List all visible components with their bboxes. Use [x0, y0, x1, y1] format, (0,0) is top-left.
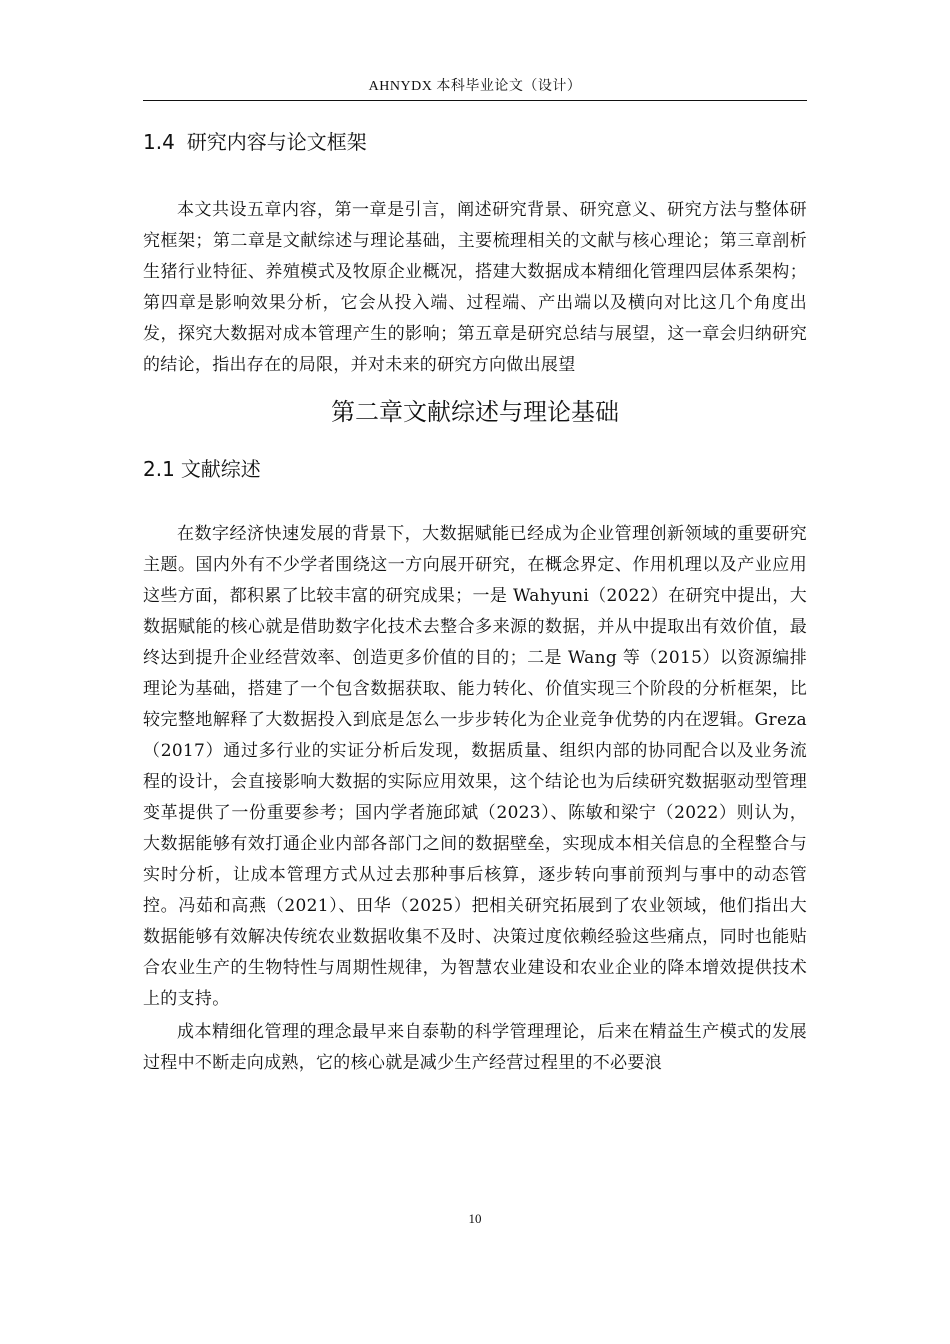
header-rule — [143, 100, 807, 101]
paragraph-literature-review: 在数字经济快速发展的背景下，大数据赋能已经成为企业管理创新领域的重要研究主题。国内外有不少学者围绕这一方向展开研究，在概念界定、作用机理以及产业应用这些方面，都积累了比较丰富的研究成果；一是 Wahyuni（2022）在研究中提出，大数据赋能的核心就是借助数字化技术去整合多来源的数据，并从中提取出有效价值，最终达到提升企业经营效率、创造更多价值的目的；二是 Wang 等（2015）以资源编排理论为基础，搭建了一个包含数据获取、能力转化、价值实现三个阶段的分析框架，比较完整地解释了大数据投入到底是怎么一步步转化为企业竞争优势的内在逻辑。Greza（2017）通过多行业的实证分析后发现，数据质量、组织内部的协同配合以及业务流程的设计，会直接影响大数据的实际应用效果，这个结论也为后续研究数据驱动型管理变革提供了一份重要参考；国内学者施邱斌（2023）、陈敏和梁宁（2022）则认为，大数据能够有效打通企业内部各部门之间的数据壁垒，实现成本相关信息的全程整合与实时分析，让成本管理方式从过去那种事后核算，逐步转向事前预判与事中的动态管控。冯茹和高燕（2021）、田华（2025）把相关研究拓展到了农业领域，他们指出大数据能够有效解决传统农业数据收集不及时、决策过度依赖经验这些痛点，同时也能贴合农业生产的生物特性与周期性规律，为智慧农业建设和农业企业的降本增效提供技术上的支持。 — [143, 524, 807, 1009]
chapter-title: 第二章文献综述与理论基础 — [331, 398, 619, 426]
page-body — [143, 128, 807, 1079]
section-title: 文献综述 — [180, 457, 261, 481]
paragraph-chapter-overview: 本文共设五章内容，第一章是引言，阐述研究背景、研究意义、研究方法与整体研究框架；第二章是文献综述与理论基础，主要梳理相关的文献与核心理论；第三章剖析生猪行业特征、养殖模式及牧原企业概况，搭建大数据成本精细化管理四层体系架构；第四章是影响效果分析，它会从投入端、过程端、产出端以及横向对比这几个角度出发，探究大数据对成本管理产生的影响；第五章是研究总结与展望，这一章会归纳研究的结论，指出存在的局限，并对未来的研究方向做出展望 — [143, 200, 807, 375]
page-number: 10 — [468, 1211, 482, 1226]
section-title: 研究内容与论文框架 — [186, 130, 367, 154]
section-heading-1-4 — [143, 128, 807, 156]
paragraph-cost-management: 成本精细化管理的理念最早来自泰勒的科学管理理论，后来在精益生产模式的发展过程中不断走向成熟，它的核心就是减少生产经营过程里的不必要浪 — [143, 1022, 807, 1073]
section-number: 1.4 — [143, 130, 175, 154]
section-number: 2.1 — [143, 457, 175, 481]
section-heading-2-1 — [143, 455, 807, 483]
running-header: AHNYDX 本科毕业论文（设计） — [368, 79, 582, 94]
